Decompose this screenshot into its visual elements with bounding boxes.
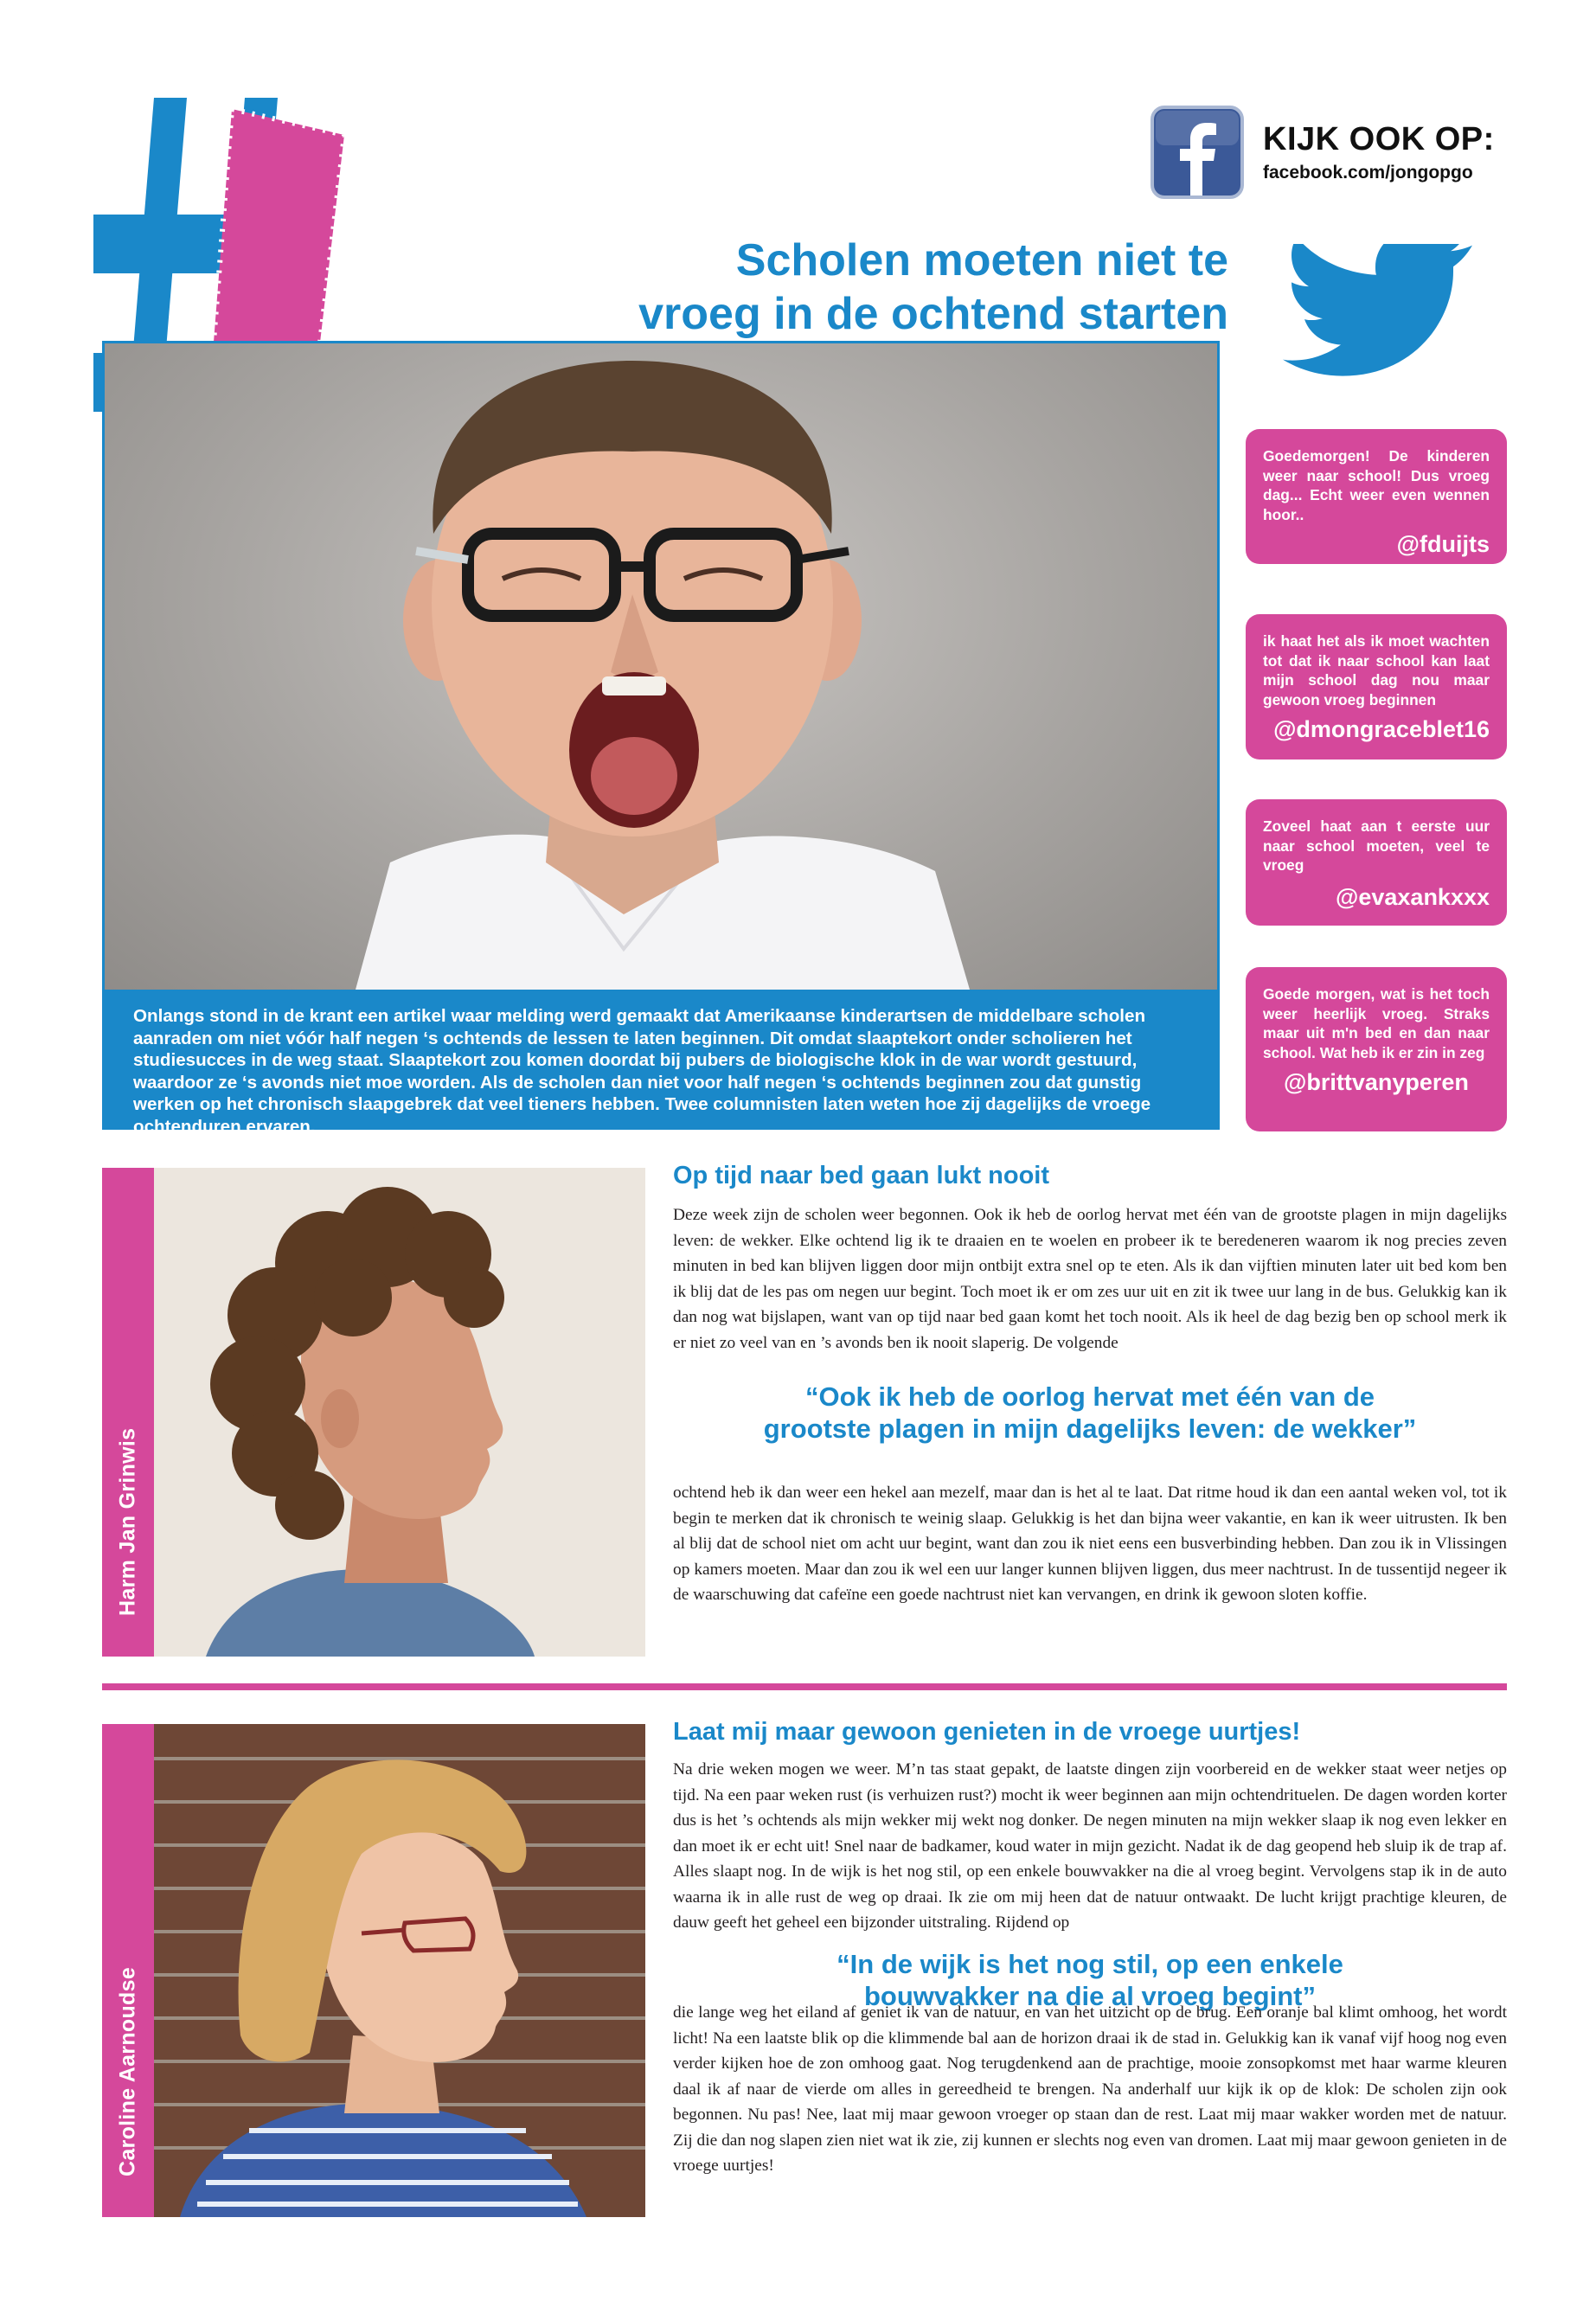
- tweet-card: [1246, 429, 1507, 564]
- column-title: Laat mij maar gewoon genieten in de vroege uurtjes!: [673, 1718, 1301, 1746]
- facebook-callout: [1263, 123, 1557, 183]
- column-body: Deze week zijn de scholen weer begonnen. Ook ik heb de oorlog hervat met één van de grootste plagen in mijn dagelijks leven: de wekker. Elke ochtend lig ik te draaien en te woelen en probeer ik te beredeneren waarom ik nog precies zeven minuten in bed kan blijven liggen door mijn ontbijt extra snel op te eten. Als ik dan vijftien minuten later uit bed kom ben ik blij dat de les pas om negen uur begint. Toch moet ik er om zes uur uit en zit ik twee uur lang in de bus. Gelukkig kan ik dan nog wat bijslapen, want van op tijd naar bed gaan komt het toch nooit. Als ik heel de dag bezig ben op school merk ik er niet zo veel van en ’s avonds ben ik nooit slaperig. De volgende: [673, 1206, 1507, 1352]
- facebook-label: KIJK OOK OP:: [1263, 121, 1495, 157]
- tweet-handle[interactable]: @dmongraceblet16: [1273, 716, 1490, 742]
- column-body: Na drie weken mogen we weer. M’n tas staat gepakt, de laatste dingen zijn voorbereid en de wekker staat weer netjes op tijd. Na een paar weken rust (is verhuizen rust?) mocht ik weer beginnen aan mijn ochtendrituelen. De dagen worden korter dus is het ’s ochtends als mijn wekker mij wekt nog donker. De negen minuten na mijn wekker slaap ik nog even lekker en dan moet ik er echt uit! Snel naar de badkamer, koud water in mijn gezicht. Nadat ik de dag geopend heb sluip ik de trap af. Alles slaapt nog. In de wijk is het nog stil, op een enkele bouwvakker na die al vroeg begint. Vervolgens stap ik in de auto waarna ik in alle rust de weg op draai. Ik zie om mij heen dat de natuur ontwaakt. De lucht krijgt prachtige kleuren, de dauw geeft het geheel een bijzonder uitstraling. Rijdend op: [673, 1760, 1507, 1932]
- tweet-text: ik haat het als ik moet wachten tot dat ik naar school kan laat mijn school dag nou maar gewoon vroeg beginnen: [1263, 632, 1490, 708]
- page-title: [363, 234, 1228, 341]
- tweet-text: Goede morgen, wat is het toch weer heerlijk vroeg. Straks maar uit m'n bed en dan naar school. Wat heb ik er zin in zeg: [1263, 985, 1490, 1061]
- author-sidebar: [102, 1724, 154, 2217]
- headline-line-2: vroeg in de ochtend starten: [638, 289, 1228, 339]
- author-portrait: [154, 1168, 645, 1657]
- tweet-handle[interactable]: @fduijts: [1396, 531, 1490, 557]
- author-sidebar: [102, 1168, 154, 1657]
- tweet-card: [1246, 967, 1507, 1131]
- pull-quote-line: bouwvakker na die al vroeg begint”: [864, 1981, 1316, 2011]
- tweet-handle[interactable]: @evaxankxxx: [1336, 883, 1490, 910]
- column-body: die lange weg het eiland af geniet ik van de natuur, en van het uitzicht op de brug. Een oranje bal klimt omhoog, het wordt licht! Na een laatste blik op die klimmende bal aan de horizon draai ik de stad in. Gelukkig kan ik vanaf vijf hoog nog even verder kijken hoe de zon omhoog gaat. Nog terugdenkend aan de prachtige, mooie zonsopkomst met haar warme kleuren daal ik af naar de vierde om alles in gereedheid te brengen. Na anderhalf uur kijk ik op de klok: De scholen zijn ook begonnen. Nu pas! Nee, laat mij maar gewoon vroeger op staan dan de rest. Laat mij maar wakker worden met de natuur. Zij die dan nog slapen zien niet wat ik zie, zij kunnen er slechts nog even van dromen. Laat mij maar gewoon genieten in de vroege uurtjes!: [673, 2003, 1507, 2175]
- headline-line-1: Scholen moeten niet te: [735, 235, 1228, 285]
- pull-quote-line: “In de wijk is het nog stil, op een enkele: [836, 1949, 1343, 1979]
- column-body: ochtend heb ik dan weer een hekel aan mezelf, maar dan is het al te laat. Dat ritme houd ik dan een aantal weken vol, tot ik begin te merken dat ik chronisch te weinig slaap. Gelukkig is het dan bijna weer vakantie, en kan ik weer uitrusten. Ik ben al blij dat de school niet om acht uur begint, want dan zou ik niet eens een busverbinding hebben. Dan zou ik in Vlissingen op kamers moeten. Maar dan zou ik wel een uur langer kunnen blijven liggen, dus meer nachtrust. In de tussentijd negeer ik de waarschuwing dat cafeïne een goede nachtrust niet kan vervangen, en drink ik gewoon sloten koffie.: [673, 1484, 1507, 1604]
- twitter-bird-icon: [1272, 244, 1479, 382]
- author-portrait: [154, 1724, 645, 2217]
- tweet-handle[interactable]: @brittvanyperen: [1284, 1069, 1469, 1095]
- hero-photo: [105, 343, 1217, 990]
- author-name: Caroline Aarnoudse: [115, 1966, 140, 2176]
- hero-banner: [102, 341, 1220, 1137]
- tweet-text: Goedemorgen! De kinderen weer naar school! Dus vroeg dag... Echt weer even wennen hoor..: [1263, 447, 1490, 523]
- pull-quote-line: grootste plagen in mijn dagelijks leven: de wekker”: [763, 1413, 1417, 1444]
- pull-quote-line: “Ook ik heb de oorlog hervat met één van de: [804, 1381, 1375, 1412]
- tweet-card: [1246, 614, 1507, 760]
- tweet-card: [1246, 799, 1507, 926]
- pull-quote: [673, 1381, 1507, 1445]
- column-title: Op tijd naar bed gaan lukt nooit: [673, 1162, 1050, 1189]
- author-name: Harm Jan Grinwis: [115, 1427, 140, 1616]
- intro-text: Onlangs stond in de krant een artikel waar melding werd gemaakt dat Amerikaanse kinderartsen de middelbare scholen aanraden om niet vóór half negen ‘s ochtends de lessen te laten beginnen. Dit omdat slaaptekort onder scholieren het studiesucces in de weg staat. Slaaptekort zou komen doordat bij pubers de biologische klok in de war wordt gestuurd, waardoor ze ‘s avonds niet moe worden. Als de scholen dan niet voor half negen ‘s ochtends beginnen zou dat gunstig werken op het chronisch slaapgebrek dat veel tieners hebben. Twee columnisten laten weten hoe zij dagelijks de vroege ochtenduren ervaren.: [133, 1006, 1151, 1137]
- facebook-url[interactable]: facebook.com/jongopgo: [1263, 163, 1473, 183]
- section-divider: [102, 1683, 1507, 1690]
- facebook-icon[interactable]: [1151, 106, 1244, 199]
- tweet-text: Zoveel haat aan t eerste uur naar school moeten, veel te vroeg: [1263, 817, 1490, 874]
